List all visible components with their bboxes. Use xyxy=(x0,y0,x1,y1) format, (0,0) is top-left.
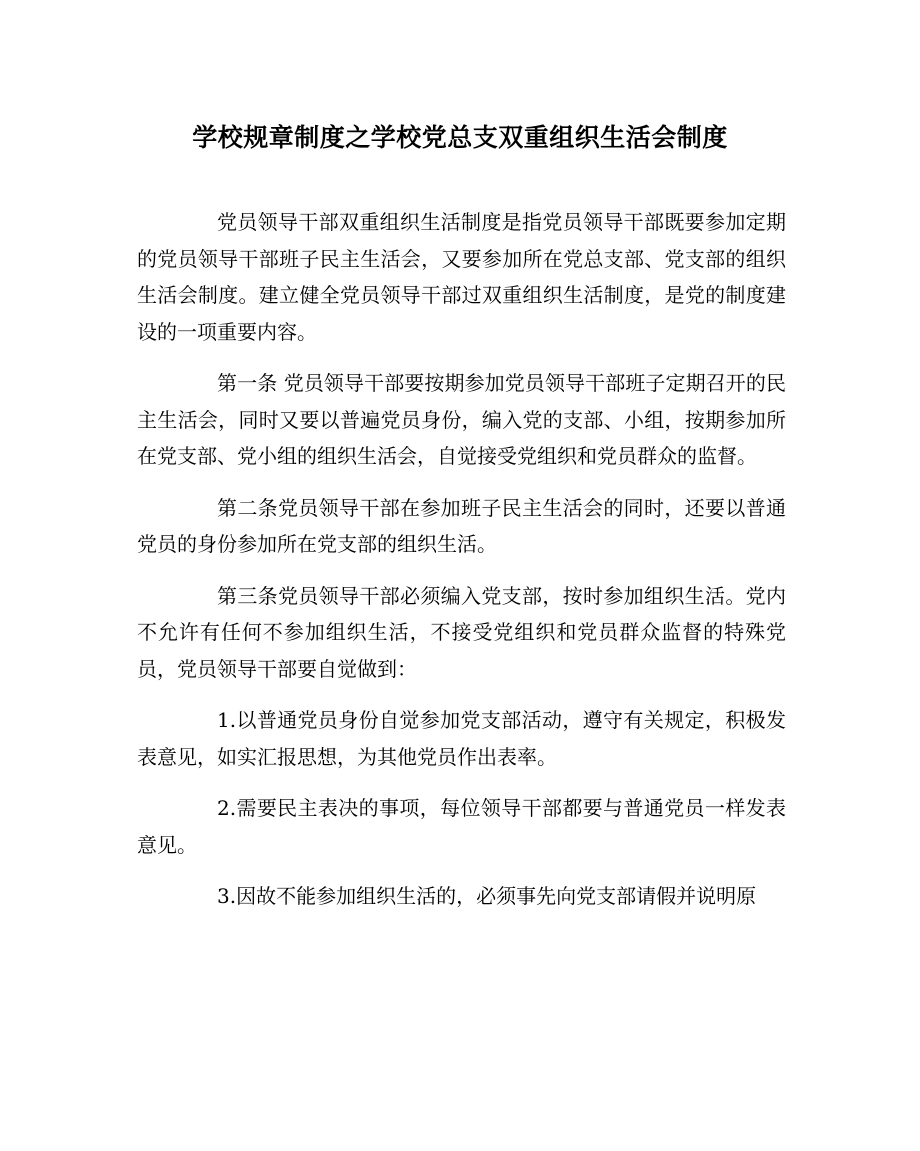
paragraph-item-2: 2.需要民主表决的事项，每位领导干部都要与普通党员一样发表意见。 xyxy=(137,796,786,857)
document-body xyxy=(137,204,786,930)
document-title: 学校规章制度之学校党总支双重组织生活会制度 xyxy=(192,123,728,152)
paragraph-article-1: 第一条 党员领导干部要按期参加党员领导干部班子定期召开的民主生活会，同时又要以普遍党员身份，编入党的支部、小组，按期参加所在党支部、党小组的组织生活会，自觉接受党组织和党员群众的监督。 xyxy=(137,371,786,468)
paragraph-item-3: 3.因故不能参加组织生活的，必须事先向党支部请假并说明原 xyxy=(217,884,757,908)
paragraph-intro: 党员领导干部双重组织生活制度是指党员领导干部既要参加定期的党员领导干部班子民主生活会，又要参加所在党总支部、党支部的组织生活会制度。建立健全党员领导干部过双重组织生活制度，是党的制度建设的一项重要内容。 xyxy=(137,210,786,344)
paragraph-article-2: 第二条党员领导干部在参加班子民主生活会的同时，还要以普通党员的身份参加所在党支部的组织生活。 xyxy=(137,495,786,556)
paragraph-article-3: 第三条党员领导干部必须编入党支部，按时参加组织生活。党内不允许有任何不参加组织生活，不接受党组织和党员群众监督的特殊党员，党员领导干部要自觉做到： xyxy=(137,583,786,681)
paragraph-item-1: 1.以普通党员身份自觉参加党支部活动，遵守有关规定，积极发表意见，如实汇报思想，为其他党员作出表率。 xyxy=(137,708,786,769)
